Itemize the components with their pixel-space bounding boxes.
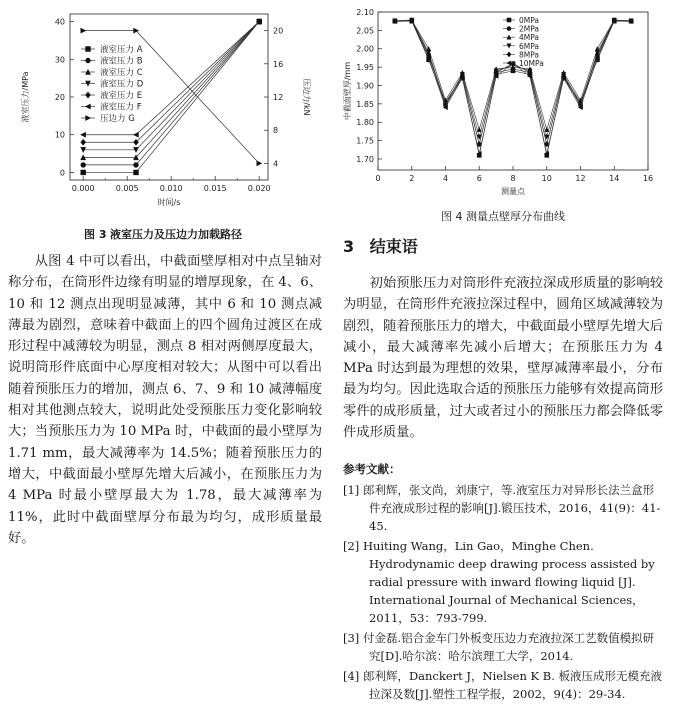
references-title: 参考文献： — [343, 462, 401, 476]
legend-marker — [507, 27, 511, 31]
x-tick-label: 4 — [442, 174, 449, 183]
x-tick-label: 0.005 — [115, 184, 139, 193]
figure-3-title: 液室压力及压边力加载路径 — [109, 228, 242, 241]
legend-label: 液室压力 A — [100, 45, 143, 55]
reference-item-3: [3] 付金磊.铝合金车门外板变压边力充液拉深工艺数值模拟研究[D].哈尔滨：哈尔滨理工大学，2014. — [343, 631, 655, 663]
figure-4-number: 图 4 — [441, 210, 463, 223]
legend-label: 压边力 G — [100, 114, 135, 124]
fig4-chart — [336, 2, 670, 204]
x-tick-label: 8 — [510, 174, 516, 183]
y-tick-label: 20 — [54, 93, 65, 102]
x-tick-label: 2 — [409, 174, 415, 183]
y-tick-label: 30 — [54, 55, 65, 65]
legend-marker — [507, 52, 511, 57]
y-tick-label: 1.75 — [356, 136, 374, 146]
legend-label: 0MPa — [519, 16, 540, 25]
figure-3 — [8, 4, 318, 214]
legend-label: 液室压力 D — [100, 79, 144, 90]
series-point — [134, 163, 139, 168]
y-tick-label: 0 — [59, 168, 65, 178]
y-axis-label: 液室压力/MPa — [21, 71, 30, 123]
y-tick-label: 10 — [54, 130, 65, 140]
section-title: 结束语 — [369, 237, 418, 256]
legend-marker — [507, 18, 511, 22]
x-tick-label: 0.000 — [71, 184, 95, 193]
x-axis-label: 测量点 — [501, 187, 525, 196]
figure-4 — [336, 2, 670, 204]
legend-label: 2MPa — [519, 24, 540, 34]
reference-item-4: [4] 郎利辉，Danckert J，Nielsen K B. 板液压成形无模充液拉深及数[J].塑性工程学报，2002，9(4)：29-34. — [343, 669, 663, 701]
legend-marker — [507, 61, 511, 65]
legend-marker — [86, 58, 91, 63]
conclusion-paragraph: 初始预胀压力对筒形件充液拉深成形质量的影响较为明显，在筒形件充液拉深过程中，圆角区域减薄较为剧烈，随着预胀压力的增大，中截面最小壁厚先增大后减小，最大减薄率先减小后增大；在预胀压力为 4 MPa 时达到最为理想的效果，壁厚减薄率最小，分布最为均匀。因此选取合适的预胀压力能够有效提高筒形零件的成形质量，过大或者过小的预胀压力都会降低零件成形质量。 — [343, 276, 663, 441]
section-heading — [343, 234, 418, 257]
legend-label: 10MPa — [519, 59, 544, 68]
legend-label: 8MPa — [519, 50, 540, 60]
x-tick-label: 0.015 — [203, 184, 227, 193]
series-point — [81, 163, 86, 168]
y2-tick-label: 4 — [273, 159, 279, 169]
y-tick-label: 2.10 — [356, 8, 374, 17]
y-tick-label: 2.00 — [356, 44, 374, 54]
series-point — [134, 132, 139, 137]
y-tick-label: 1.70 — [356, 154, 374, 164]
x-tick-label: 0 — [375, 174, 381, 183]
x-tick-label: 12 — [575, 174, 586, 183]
legend-marker — [86, 116, 91, 121]
fig3-chart — [8, 4, 318, 214]
conclusion-paragraph-block — [343, 273, 663, 443]
references — [343, 460, 663, 705]
reference-item-1: [1] 郎利辉，张文尚，刘康宁，等.液室压力对异形长法兰盒形件充液成形过程的影响[J].锻压技术，2016，41(9)：41-45. — [343, 483, 661, 533]
x-tick-label: 0.010 — [159, 184, 183, 193]
y2-tick-label: 12 — [273, 93, 284, 102]
legend-label: 液室压力 E — [100, 91, 143, 101]
section-number: 3 — [343, 237, 355, 256]
y2-tick-label: 16 — [273, 59, 284, 69]
y2-tick-label: 8 — [273, 126, 279, 136]
x-axis-label: 时间/s — [157, 198, 181, 207]
series-line — [395, 20, 631, 144]
series-line — [395, 21, 631, 155]
series-point — [257, 161, 262, 166]
series-point — [81, 139, 86, 145]
figure-4-caption — [336, 208, 670, 224]
legend-label: 6MPa — [519, 41, 540, 51]
legend-label: 4MPa — [519, 33, 540, 43]
y-tick-label: 1.95 — [356, 63, 374, 73]
y-axis-label: 中截面壁厚/mm — [343, 61, 352, 121]
legend-marker — [86, 104, 91, 109]
x-tick-label: 10 — [541, 174, 552, 183]
y-tick-label: 1.80 — [356, 118, 374, 128]
x-tick-label: 16 — [642, 174, 654, 183]
figure-3-number: 图 3 — [84, 228, 107, 241]
y2-axis-label: 压边力/kN — [302, 78, 311, 116]
legend-label: 液室压力 C — [100, 68, 143, 78]
y-tick-label: 2.05 — [356, 26, 374, 36]
y-tick-label: 1.90 — [356, 81, 374, 91]
x-tick-label: 14 — [609, 174, 620, 183]
y-tick-label: 1.85 — [356, 99, 374, 109]
left-column-paragraph — [8, 251, 322, 549]
x-tick-label: 0.020 — [247, 184, 271, 193]
reference-item-2: [2] Huiting Wang，Lin Gao，Minghe Chen. Hydrodynamic deep drawing process assisted by radial pressure with inward flowing liquid [J]. International Journal of Mechanical Sciences，2011，53：793-799. — [343, 539, 655, 625]
y2-tick-label: 20 — [273, 26, 284, 36]
y-tick-label: 40 — [54, 17, 65, 27]
series-point — [81, 28, 86, 33]
series-point — [81, 170, 86, 175]
figure-4-title: 测量点壁厚分布曲线 — [466, 210, 565, 223]
x-tick-label: 6 — [476, 174, 482, 183]
discussion-paragraph: 从图 4 中可以看出，中截面壁厚相对中点呈轴对称分布，在筒形件边缘有明显的增厚现象，在 4、6、10 和 12 测点出现明显减薄，其中 6 和 10 测点减薄最为剧烈，意味着中截面上的四个圆角过渡区在成形过程中减薄较为明显，测点 8 相对两侧厚度最大，说明筒形件底面中心厚度相对较大；从图中可以看出随着预胀压力的增加，测点 6、7、9 和 10 减薄幅度相对其他测点较大，说明此处受预胀压力变化影响较大；当预胀压力为 10 MPa 时，中截面的最小壁厚为 1.71 mm，最大减薄率为 14.5%；随着预胀压力的增大，中截面最小壁厚先增大后减小，在预胀压力为 4 MPa 时最小壁厚最大为 1.78，最大减薄率为 11%，此时中截面壁厚分布最为均匀，成形质量最好。 — [8, 254, 322, 546]
legend-label: 液室压力 F — [100, 102, 142, 113]
series-line — [395, 21, 631, 154]
figure-3-caption — [8, 226, 318, 242]
series-point — [81, 132, 86, 137]
legend-marker — [86, 47, 91, 52]
series-point — [134, 170, 139, 175]
legend-label: 液室压力 B — [100, 56, 143, 67]
legend-marker — [86, 92, 91, 98]
series-line — [395, 20, 631, 144]
series-line — [395, 20, 631, 129]
series-line — [395, 20, 631, 137]
